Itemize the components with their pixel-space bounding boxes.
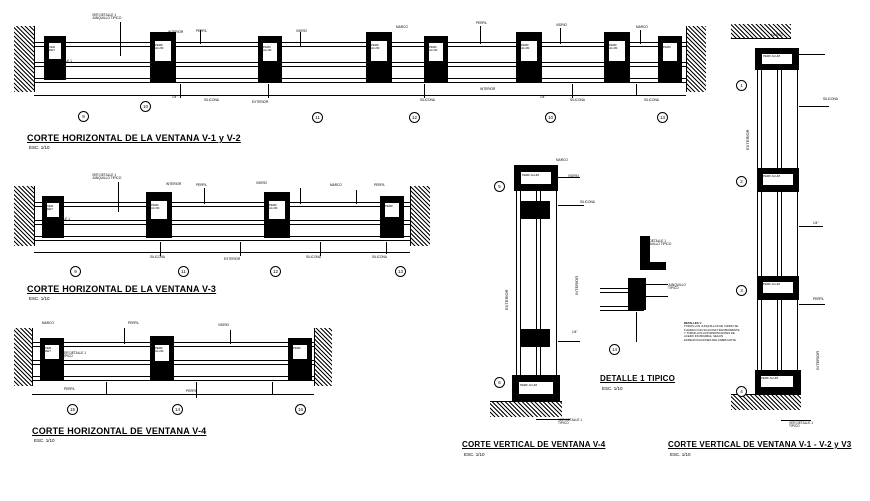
label-ver-detalle-v1: VER DETALLE 1 TIPICO — [789, 421, 814, 429]
detalle-rail-4 — [600, 310, 644, 311]
label-silicona-v3-2: SILICONA — [306, 255, 321, 259]
section-detalle-1 — [600, 230, 710, 375]
note-line-4: ESPECIFICACIONES DEL FABRICANTE. — [684, 337, 737, 342]
rail-mid-2 — [34, 66, 686, 67]
mullion-v4-1-text: VER DET — [45, 346, 52, 354]
mullion-7-text: PERF ALUM — [609, 43, 618, 51]
rail-mid — [34, 62, 686, 63]
v1-leader-2 — [799, 106, 829, 107]
head-block-v4-text: PERF ALUM — [522, 173, 540, 177]
detalle-lshape-h — [640, 262, 666, 270]
wall-hatch-left — [14, 26, 34, 92]
wall-hatch-left-v3 — [14, 186, 34, 246]
note-line-1: FIJARAN CON SILICONA TRANSPARENTE — [684, 327, 740, 332]
label-perfil-v3-1: PERFIL — [196, 183, 208, 187]
stile-left-v4 — [516, 191, 517, 375]
label-interior-v1: INTERIOR — [815, 350, 820, 370]
label-ver-detalle-det: VER DETALLE 1 JUNQUILLO TIPICO — [642, 239, 672, 247]
mullion-6-text: PERF ALUM — [521, 43, 530, 51]
label-silicona-2: SILICONA — [420, 98, 435, 102]
wall-edge-right-v3 — [410, 186, 411, 246]
section-v3 — [0, 160, 440, 280]
wall-edge-right — [686, 26, 687, 92]
leader-v4-5 — [272, 382, 273, 394]
label-exterior-1: EXTERIOR — [252, 100, 269, 104]
scale-section-1: ESC. 1/10 — [29, 145, 50, 150]
title-section-5: CORTE VERTICAL DE VENTANA V-1 - V-2 y V3 — [668, 440, 852, 449]
label-ver-detalle-left: VER DETALLE 1 TIPICO — [48, 59, 73, 67]
label-vidrio-v4: VIDRIO — [218, 323, 229, 327]
note-line-3: ACERO INOXIDABLE, SEGUN — [684, 334, 724, 339]
label-perfil-v3-2: PERFIL — [374, 183, 386, 187]
v1-leader-3 — [799, 226, 823, 227]
label-quarter-v1: 1/4" — [813, 221, 819, 225]
callout-v1-1: 1 — [736, 80, 747, 91]
label-ver-detalle-top: VER DETALLE 1 JUNQUILLO TIPICO — [92, 13, 122, 21]
label-interior-v4v: INTERIOR — [574, 275, 579, 295]
label-marco-v3: MARCO — [330, 183, 342, 187]
mullion-4-text: PERF ALUM — [371, 43, 380, 51]
wall-edge-right-v4 — [314, 328, 315, 386]
rail-top — [34, 42, 686, 43]
callout-v1-3: 3 — [736, 285, 747, 296]
title-section-4: CORTE VERTICAL DE VENTANA V-4 — [462, 440, 606, 449]
leader-v4-2 — [230, 330, 231, 344]
callout-det-14: 14 — [609, 344, 620, 355]
label-interior-2: INTERIOR — [480, 87, 496, 91]
callout-v3-13: 13 — [395, 266, 406, 277]
wall-hatch-right — [686, 26, 706, 92]
wall-edge-left-v4 — [32, 328, 33, 386]
note-line-2: Y TORNILLOS AUTORROSCANTES DE — [684, 331, 735, 336]
mullion-v3-2-text: PERF ALUM — [151, 203, 160, 211]
label-exterior-v1: EXTERIOR — [745, 129, 750, 150]
label-perfil-v1: PERFIL — [813, 297, 825, 301]
stile-right-v4 — [556, 191, 557, 375]
label-silicona-v3-1: SILICONA — [150, 255, 165, 259]
scale-section-3: ESC. 1/10 — [34, 438, 55, 443]
floor-hatch-v4 — [490, 401, 562, 417]
mullion-8-text: PERF — [663, 45, 672, 49]
callout-10a: 10 — [140, 101, 151, 112]
callout-v4-14: 14 — [172, 404, 183, 415]
label-marco-1: MARCO — [396, 25, 408, 29]
mullion-2-text: PERF ALUM — [155, 43, 164, 51]
leader-5 — [560, 28, 561, 44]
callout-v3-11: 11 — [178, 266, 189, 277]
mullion-v4-2-text: PERF ALUM — [155, 346, 164, 354]
v1-leader-1 — [799, 54, 825, 55]
section-v1v2v3-vertical — [715, 20, 870, 435]
label-marco-2: MARCO — [636, 25, 648, 29]
label-marco-v4: MARCO — [42, 321, 54, 325]
callout-10b: 10 — [545, 112, 556, 123]
callout-12: 12 — [409, 112, 420, 123]
leader-v4v-2 — [558, 205, 584, 206]
dimension-line-v4 — [32, 394, 314, 395]
leader-v3-4 — [356, 190, 357, 204]
scale-section-5: ESC. 1/10 — [670, 452, 691, 457]
label-vidrio-v4v: VIDRIO — [568, 174, 579, 178]
dimension-line — [34, 95, 686, 96]
wall-hatch-right-v4 — [314, 328, 332, 386]
leader-v3-1 — [118, 182, 119, 212]
mullion-v3-4-text: PERF — [385, 204, 394, 208]
detalle-leader-a — [646, 284, 668, 285]
label-silicona-v4v: SILICONA — [580, 200, 595, 204]
label-perfil-2: PERFIL — [476, 21, 488, 25]
leader-v3-3 — [300, 188, 301, 204]
mullion-v4-3-text: PERF — [293, 346, 302, 350]
rail-top-2 — [34, 46, 686, 47]
label-ver-detalle-v3-left: VER DETALLE 1 TIPICO — [46, 217, 71, 225]
detalle-leader-c — [636, 312, 637, 342]
leader-v3-6 — [240, 242, 241, 256]
v1-rail-3 — [777, 70, 778, 370]
mullion-1-text: VER DET — [49, 45, 56, 53]
title-section-2: CORTE HORIZONTAL DE LA VENTANA V-3 — [27, 284, 217, 294]
rail-bot2-v3 — [34, 240, 410, 241]
label-perfil-1: PERFIL — [196, 29, 208, 33]
callout-v1-2: 2 — [736, 176, 747, 187]
label-marco-v1: MARCO — [771, 33, 783, 37]
leader-v3-5 — [160, 242, 161, 256]
leader-6 — [640, 30, 641, 44]
label-ver-detalle-v4: VER DETALLE 1 TIPICO — [62, 351, 87, 359]
detalle-rail-3 — [600, 306, 644, 307]
v1-rail-5 — [797, 70, 798, 370]
leader-v3-2 — [204, 188, 205, 204]
mullion-3-text: PERF ALUM — [263, 45, 272, 53]
label-silicona-3: SILICONA — [570, 98, 585, 102]
section-v1-v2 — [0, 0, 720, 130]
rail-top2-v3 — [34, 206, 410, 207]
callout-v1-4: 4 — [736, 386, 747, 397]
label-interior-1: INTERIOR — [168, 30, 184, 34]
label-quarter-v4v: 1/4" — [572, 330, 578, 334]
mid-block-v4-1 — [520, 201, 550, 219]
rail-bot-v3 — [34, 236, 410, 237]
leader-v4-1 — [124, 328, 125, 344]
scale-section-4: ESC. 1/10 — [464, 452, 485, 457]
floor-line-v4 — [490, 401, 562, 402]
label-exterior-v4v: EXTERIOR — [504, 289, 509, 310]
title-section-3: CORTE HORIZONTAL DE VENTANA V-4 — [32, 426, 207, 436]
mullion-v3-1-text: VER DET — [47, 204, 54, 212]
label-ver-detalle-v3-top: VER DETALLE 1 JUNQUILLO TIPICO — [92, 173, 122, 181]
label-silicona-4: SILICONA — [644, 98, 659, 102]
wall-hatch-right-v3 — [410, 186, 430, 246]
title-section-6: DETALLE 1 TIPICO — [600, 374, 676, 383]
callout-11: 11 — [312, 112, 323, 123]
rail-bot2-v4 — [32, 380, 314, 381]
label-vidrio-2: VIDRIO — [556, 23, 567, 27]
scale-section-6: ESC. 1/10 — [602, 386, 623, 391]
section-v4-vertical — [470, 155, 600, 430]
section-v4-horizontal — [0, 310, 350, 410]
scale-section-2: ESC. 1/10 — [29, 296, 50, 301]
label-ver-detalle-v4v: VER DETALLE 1 TIPICO — [558, 418, 583, 426]
v1-leader-4 — [799, 304, 825, 305]
callout-9: 9 — [78, 111, 89, 122]
leader-v4v-3 — [558, 341, 580, 342]
callout-13: 13 — [657, 112, 668, 123]
leader-4 — [480, 26, 481, 44]
wall-hatch-left-v4 — [14, 328, 32, 386]
note-line-0: TODOS LOS JUNQUILLOS DE VIDRIO SE — [684, 324, 739, 329]
label-silicona-v3-3: SILICONA — [372, 255, 387, 259]
wall-edge-left-v3 — [34, 186, 35, 246]
sill-block-v1-text: PERF ALUM — [761, 376, 779, 380]
callout-v4-15: 15 — [67, 404, 78, 415]
label-quarter-inch-1: 1/4" — [172, 95, 178, 99]
title-section-1: CORTE HORIZONTAL DE LA VENTANA V-1 y V-2 — [27, 133, 241, 143]
callout-v4v-5: 5 — [494, 181, 505, 192]
label-vidrio-v3-1: VIDRIO — [256, 181, 267, 185]
mid-block-v4-2 — [520, 329, 550, 347]
note-heading: DETALLES 1: — [684, 321, 702, 325]
leader-1 — [120, 22, 121, 56]
transom-block-2-text: PERF ALUM — [763, 282, 781, 286]
leader-v3-7 — [320, 242, 321, 256]
leader-v4-3 — [106, 382, 107, 394]
ceiling-line — [731, 38, 791, 39]
label-silicona-1: SILICONA — [204, 98, 219, 102]
label-silicona-v1: SILICONA — [823, 97, 838, 101]
callout-v4-16: 16 — [295, 404, 306, 415]
rail-top-v3 — [34, 202, 410, 203]
label-perfil-v4: PERFIL — [128, 321, 140, 325]
label-exterior-v3: EXTERIOR — [224, 257, 241, 261]
v1-rail-2 — [761, 70, 762, 370]
sill-block-v4-text: PERF ALUM — [520, 383, 538, 387]
mullion-5-text: PERF ALUM — [429, 45, 438, 53]
callout-v4v-6: 6 — [494, 377, 505, 388]
rail-mid-v3 — [34, 220, 410, 221]
rail-mid2-v3 — [34, 224, 410, 225]
v1-rail-4 — [781, 70, 782, 370]
label-perfil-v4-b: PERFIL — [64, 387, 76, 391]
v1-rail-1 — [757, 70, 758, 370]
leader-3 — [300, 32, 301, 46]
label-quarter-inch-2: 1/4" — [540, 95, 546, 99]
detalle-leader-b — [646, 296, 668, 297]
label-perfil-v4-c: PERFIL — [186, 389, 198, 393]
label-interior-v3: INTERIOR — [166, 182, 182, 186]
label-vidrio-1: VIDRIO — [296, 29, 307, 33]
head-block-v1-text: PERF ALUM — [763, 54, 781, 58]
rail-bottom — [34, 78, 686, 79]
label-marco-v4v: MARCO — [556, 158, 568, 162]
label-junquillo-det: JUNQUILLO TIPICO — [668, 283, 686, 291]
mullion-v3-3-text: PERF ALUM — [269, 203, 278, 211]
callout-v3-12: 12 — [270, 266, 281, 277]
rail-bottom-2 — [34, 82, 686, 83]
transom-block-1-text: PERF ALUM — [763, 174, 781, 178]
callout-v3-9: 9 — [70, 266, 81, 277]
dimension-line-v3 — [34, 252, 410, 253]
